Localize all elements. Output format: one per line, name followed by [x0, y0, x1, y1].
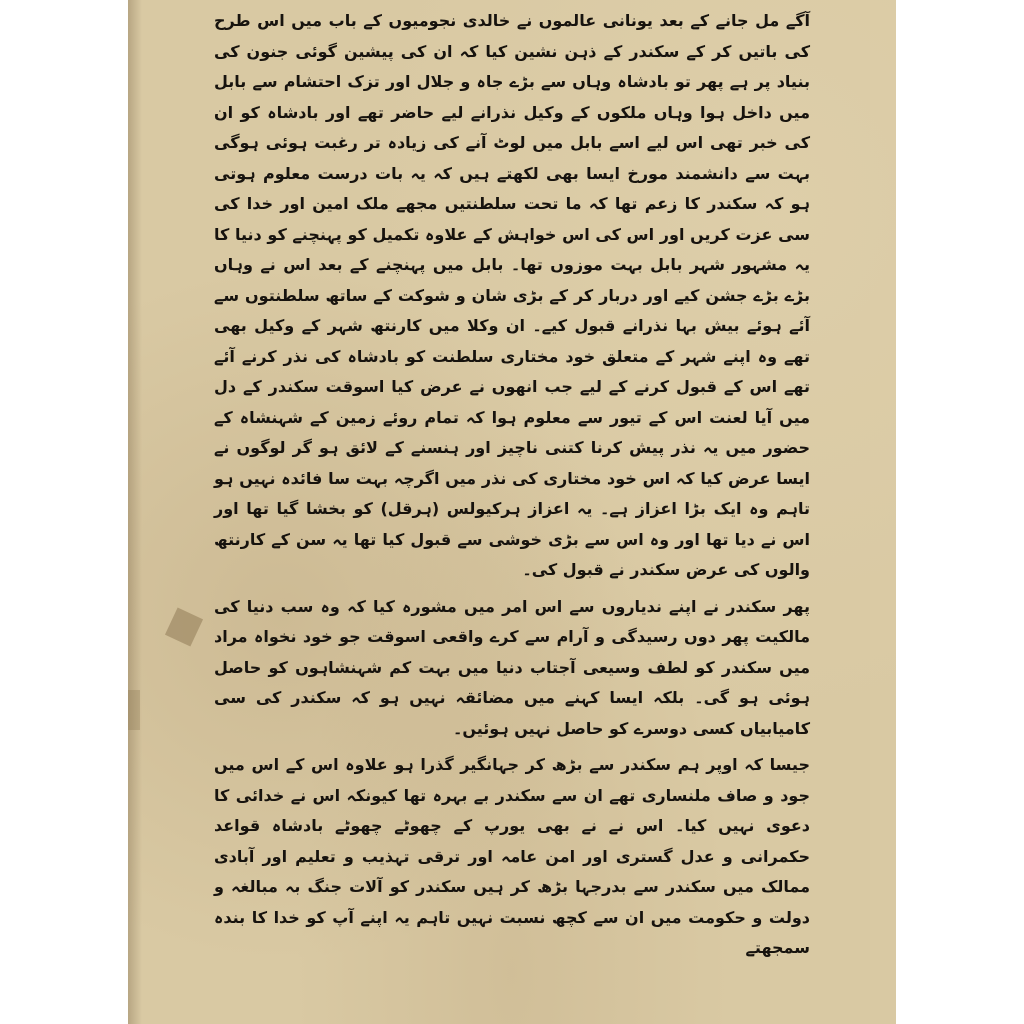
- page-edge-shadow: [128, 0, 142, 1024]
- paper-stain: [165, 607, 203, 646]
- manuscript-page: [128, 0, 896, 1024]
- paragraph-2: پھر سکندر نے اپنے ندیاروں سے اس امر میں مشورہ کیا کہ وہ سب دنیا کی مالکیت پھر دوں رسیدگی و آرام سے کرے واقعی اسوقت جو خود نخواہ مراد میں سکندر کو لطف وسیعی آجتاب دنیا میں بہت کم شہنشاہوں کو حاصل ہوئی ہو گی۔ بلکہ ایسا کہنے میں مضائقہ نہیں ہو کہ سکندر کی سی کامیابیاں کسی دوسرے کو حاصل نہیں ہوئیں۔: [214, 596, 810, 738]
- urdu-text-block: [214, 6, 810, 964]
- paragraph-3: جیسا کہ اوپر ہم سکندر سے بڑھ کر جہانگیر گذرا ہو علاوہ اس کے اس میں جود و صاف ملنساری تھے ان سے سکندر بے بہرہ تھا کیونکہ اس نے خدائی کا دعوی نہیں کیا۔ اس نے نے بھی یورپ کے چھوٹے چھوٹے بادشاہ قواعد حکمرانی و عدل گستری اور امن عامہ اور ترقی تہذیب و تعلیم اور آبادی ممالک میں سکندر سے بدرجہا بڑھ کر ہیں سکندر کو آلات جنگ بہ مبالغہ و دولت و حکومت میں ان سے کچھ نسبت نہیں تاہم یہ اپنے آپ کو خدا کا بندہ سمجھتے: [214, 755, 810, 957]
- paragraph-1: آگے مل جانے کے بعد یونانی عالموں نے خالدی نجومیوں کے باب میں اس طرح کی باتیں کر کے سکندر کے ذہن نشین کیا کہ ان کی پیشین گوئی جنون کی بنیاد پر ہے پھر تو بادشاہ وہاں سے بڑے جاہ و جلال اور تزک احتشام سے بابل میں داخل ہوا وہاں ملکوں کے وکیل نذرانے لیے حاضر تھے اور بادشاہ کو ان کی خبر تھی اس لیے اسے بابل میں لوٹ آنے کی زیادہ تر رغبت ہوئی ہوگی بہت سے دانشمند مورخ ایسا بھی لکھتے ہیں کہ یہ بات درست معلوم ہوتی ہو کہ سکندر کا زعم تھا کہ ما تحت سلطنتیں مجھے ملک امین اور خدا کی سی عزت کریں اور اس کی اس خواہش کے علاوہ تکمیل کو پہنچنے کو دنیا کا یہ مشہور شہر بابل بہت موزوں تھا۔ بابل میں پہنچنے کے بعد اس نے وہاں بڑے بڑے جشن کیے اور دربار کر کے بڑی شان و شوکت کے ساتھ سلطنتوں سے آئے ہوئے بیش بہا نذرانے قبول کیے۔ ان وکلا میں کارنتھ شہر کے وکیل بھی تھے وہ اپنے شہر کے متعلق خود مختاری سلطنت کو بادشاہ کی نذر کرنے آئے تھے اس کے قبول کرنے کے لیے جب انھوں نے عرض کیا اسوقت سکندر کے دل میں آیا لعنت اس کے تیور سے معلوم ہوا کہ تمام روئے زمین کے شہنشاہ کے حضور میں یہ نذر پیش کرنا کتنی ناچیز اور ہنسنے کے لائق ہو گر لوگوں نے ایسا عرض کیا کہ اس خود مختاری کی نذر میں اگرچہ بہت سا فائدہ نہیں ہو تاہم وہ ایک بڑا اعزاز ہے۔ یہ اعزاز ہرکیولس (ہرقل) کو بخشا گیا تھا اور اس نے دیا تھا اور وہ اس سے بڑی خوشی سے قبول کیا تھا یہ سن کے کارنتھ والوں کی عرض سکندر نے قبول کی۔: [214, 11, 810, 579]
- paper-stain: [128, 690, 140, 730]
